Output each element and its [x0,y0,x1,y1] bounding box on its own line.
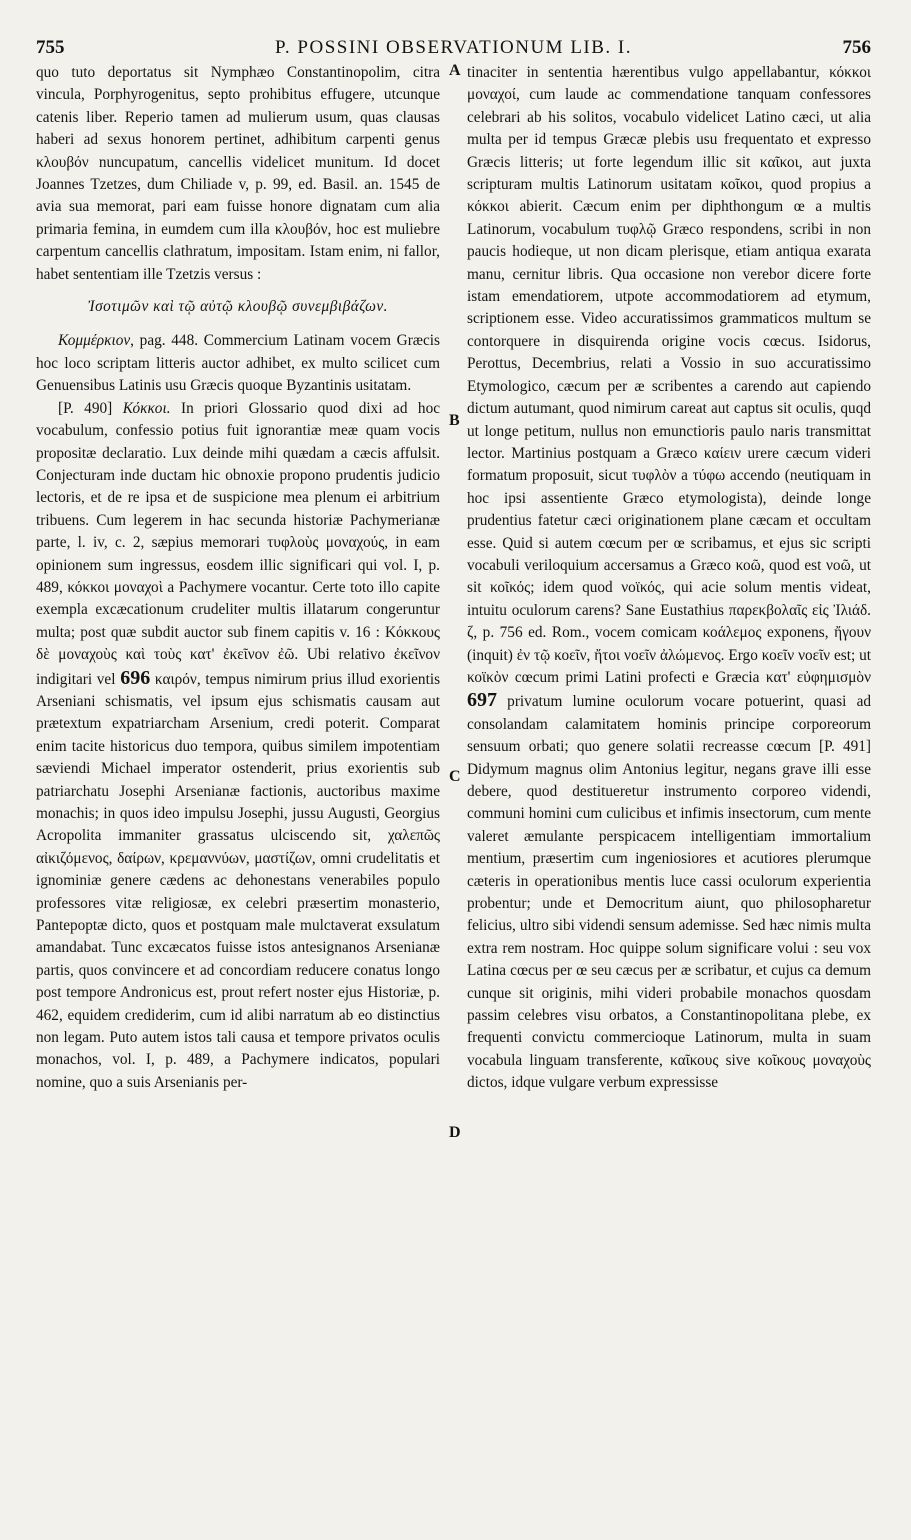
margin-letter-a: A [449,62,461,79]
paragraph: quo tuto deportatus sit Nymphæo Constantinopolim, citra vincula, Porphyrogenitus, septo prohibitus effugere, utcunque catenis liber. Reperio tamen ad mulierum usum, quas clausas haberi ad sexus honorem pertinet, adhibitum carpenti genus κλουβόν nuncupatum, cancellis videlicet munitum. Id docet Joannes Tzetzes, dum Chiliade v, p. 99, ed. Basil. an. 1545 de avia sua memorat, pari eam fuisse honore dignatam cum alia primaria femina, in eumdem cum illa κλουβόν, hoc est muliebre carpentum cancellis clathratum, impositam. Istam enim, ni fallor, habet sententiam ille Tzetzis versus : [36,64,440,283]
margin-letter-c: C [449,768,461,785]
margin-letter-b: B [449,412,460,429]
gloss-headword: Κόκκοι. [122,399,171,417]
right-column [467,62,871,1095]
page-reference: [P. 490] [58,399,113,417]
column-number: 697 [467,689,497,712]
paragraph-text: εὐφημισμὸν [796,668,871,686]
paragraph-text: καιρόν, tempus nimirum prius illud exorientis Arseniani schismatis, vel ipsum ejus schismatis causam aut prætextum expatriarcham Arsenium, credi poterit. Comparat enim tacite historicus duo tempora, quibus similem impotentiam sæviendi Michael imperator ostenderit, prius exorientis sub patriarchatu Josephi Arsenianæ factionis, auctoribus maxime monachis; in quos ideo impulsu Josephi, jussu Augusti, Georgius Acropolita immaniter grassatus ulciscendo sit, χαλεπῶς αἰκιζόμενος, δαίρων, κρεμαννύων, μαστίζων, omni crudelitatis et ignominiæ genere cædens ac dehonestans venerabiles populo professores vitæ religiosæ, ex celebri præsertim monasterio, Pantepoptæ dicto, quos et postquam male mulctaverat exsulatum amandabat. Tunc excæcatos fuisse istos antesignanos Arsenianæ partis, quos convincere et ad concordiam reducere conatus longo post tempore Andronicus est, prout refert noster ejus Historiæ, p. 462, equidem crediderim, cum id alibi narratum ab eo distinctius non legam. Puto autem istos tali causa et tempore privatos oculis monachos, vol. I, p. 489, a Pachymere indicatos, populari nomine, quo a suis Arsenianis per- [36,670,441,1091]
page-number-left: 755 [36,37,65,58]
paragraph [467,62,871,1095]
paragraph [36,398,440,1095]
paragraph-text: tinaciter in sententia hærentibus vulgo appellabantur, κόκκοι μοναχοί, cum laude ac commendatione tanquam confessores celebrari ab his solitos, vocabulo videlicet Latino cæci, ut alia multa per id tempus Græcæ plebis usu frequentato et expresso Græcis litteris; ut forte legendum illic sit καῖκοι, aut juxta scripturam multis Latinorum usitatam κοῖκοι, quod propius a κόκκοι abierit. Cæcum enim per diphthongum œ a multis Latinorum, vocabulum τυφλῷ Græco respondens, scribi in non paucis hodieque, ut non dicam plerisque, etiam antiqua exarata manu, cernitur libris. Qua occasione non verebor dicere forte istam emendatiorem, utpote accommodatiorem ad etymum, scriptionem esse. Video accuratissimos grammaticos multum se contorquere in disquirenda origine vocis cœcus. Isidorus, Perottus, Decembrius, relati a Vossio in suo accuratissimo Etymologico, cæcum per æ scribentes a carendo aut capiendo dictum autumant, quod nimirum careat aut captus sit oculis, quqd ut longe petitum, nullus non emunctioris paulo naris transmittat lector. Martinius postquam a Græco καίειν urere cæcum videri formatum proposuit, sicut τυφλὸν a τύφω accendo (neutiquam in hoc ipsi assentiente Græco etymologista), deinde longe prudentius fatetur cæci originationem plane cæcam et occultam esse. Quid si autem cœcum per œ scribamus, et ejus sic scripti vocabuli veriloquium accersamus a Græco κοῶ, quod est νοῶ, ut sit κοῖκός; idem quod νοϊκός, qui acie solum mentis videat, intuitu oculorum carens? Sane Eustathius παρεκβολαῖς εἰς Ἰλιάδ. ζ, p. 756 ed. Rom., vocem comicam κοάλεμος exponens, ἤγουν (inquit) ἐν τῷ κοεῖν, ἤτοι νοεῖν ἀλώμενος. Ergo κοεῖν νοεῖν est; ut κοϊκὸν cœcum primi Latini profecti e Græcia κατ' [467,64,871,686]
page-number-right: 756 [842,37,871,58]
page-header [36,34,871,62]
margin-letter-d: D [449,1124,461,1141]
left-column [36,62,440,1094]
running-title: P. POSSINI OBSERVATIONUM LIB. I. [274,37,633,58]
paragraph-text: In priori Glossario quod dixi ad hoc vocabulum, confessio potius fuit ignorantiæ meæ quam vocis propositæ declaratio. Lux deinde mihi quædam a cæcis affulsit. Conjecturam inde ductam hic obnoxie propono prudentis judicio lectoris, et de re ipsa et de suspicione mea plenum ei arbitrium tribuens. Cum legerem in hac secunda historiæ Pachymerianæ parte, l. iv, c. 2, sæpius memorari τυφλοὺς μοναχούς, in eam opinionem sum ingressus, eosdem illic significari qui vol. I, p. 489, κόκκοι μοναχοὶ a Pachymere vocantur. Certe toto illo capite exempla excæcationum crudeliter multis illatarum congeruntur multa; post quæ subdit auctor sub finem capitis v. 16 : Κόκκους δὲ μοναχοὺς καὶ τοὺς κατ' ἐκεῖνον ἐῶ. Ubi relativo ἐκεῖνον indigitari vel [36,399,441,688]
verse-quote: Ἰσοτιμῶν καὶ τῷ αὐτῷ κλουβῷ συνεμβιβάζων. [88,298,388,316]
paragraph-text: , pag. 448. Commercium Latinam vocem Græcis hoc loco scriptam litteris auctor adhibet, ex multo scilicet cum Genuensibus Latinis usu Græcis quoque Byzantinis usitatam. [36,332,440,395]
gloss-headword: Κομμέρκιον [58,332,131,350]
paragraph-text: privatum lumine oculorum vocare potuerint, quasi ad consolandam calamitatem hominis principe corporeorum sensuum orbati; quo genere solatii recreasse cœcum [P. 491] Didymum magnus olim Antonius legitur, negans grave illi esse debere, quod destitueretur instrumento corporeo videndi, communi homini cum culicibus et infimis insectorum, cum mente valeret æmulante perspicacem intelligentiam immortalium mentium, præsertim cum ingeniosiores et acutiores plerumque cæteris in operationibus mentis luce cassi oculorum experientia probentur; unde et Democritum aiunt, quo philosopharetur felicius, ultro sibi videndi sensum ademisse. Sed hæc nimis multa extra rem nostram. Hoc quippe solum significare volui : seu vox Latina cœcus per œ seu cæcus per æ scribatur, et cujus ca demum cunque sit originis, mihi videri probabile monachos quosdam passim celebres visu orbatos, a Constantinopolitana plebe, ex frequenti convictu commercioque Latinorum, multa in suam vocabula linguam transferente, καῖκους sive κοῖκους μοναχοὺς dictos, idque vulgare verbum expressisse [467,693,872,1092]
paragraph [36,330,440,397]
column-number: 696 [120,666,151,689]
